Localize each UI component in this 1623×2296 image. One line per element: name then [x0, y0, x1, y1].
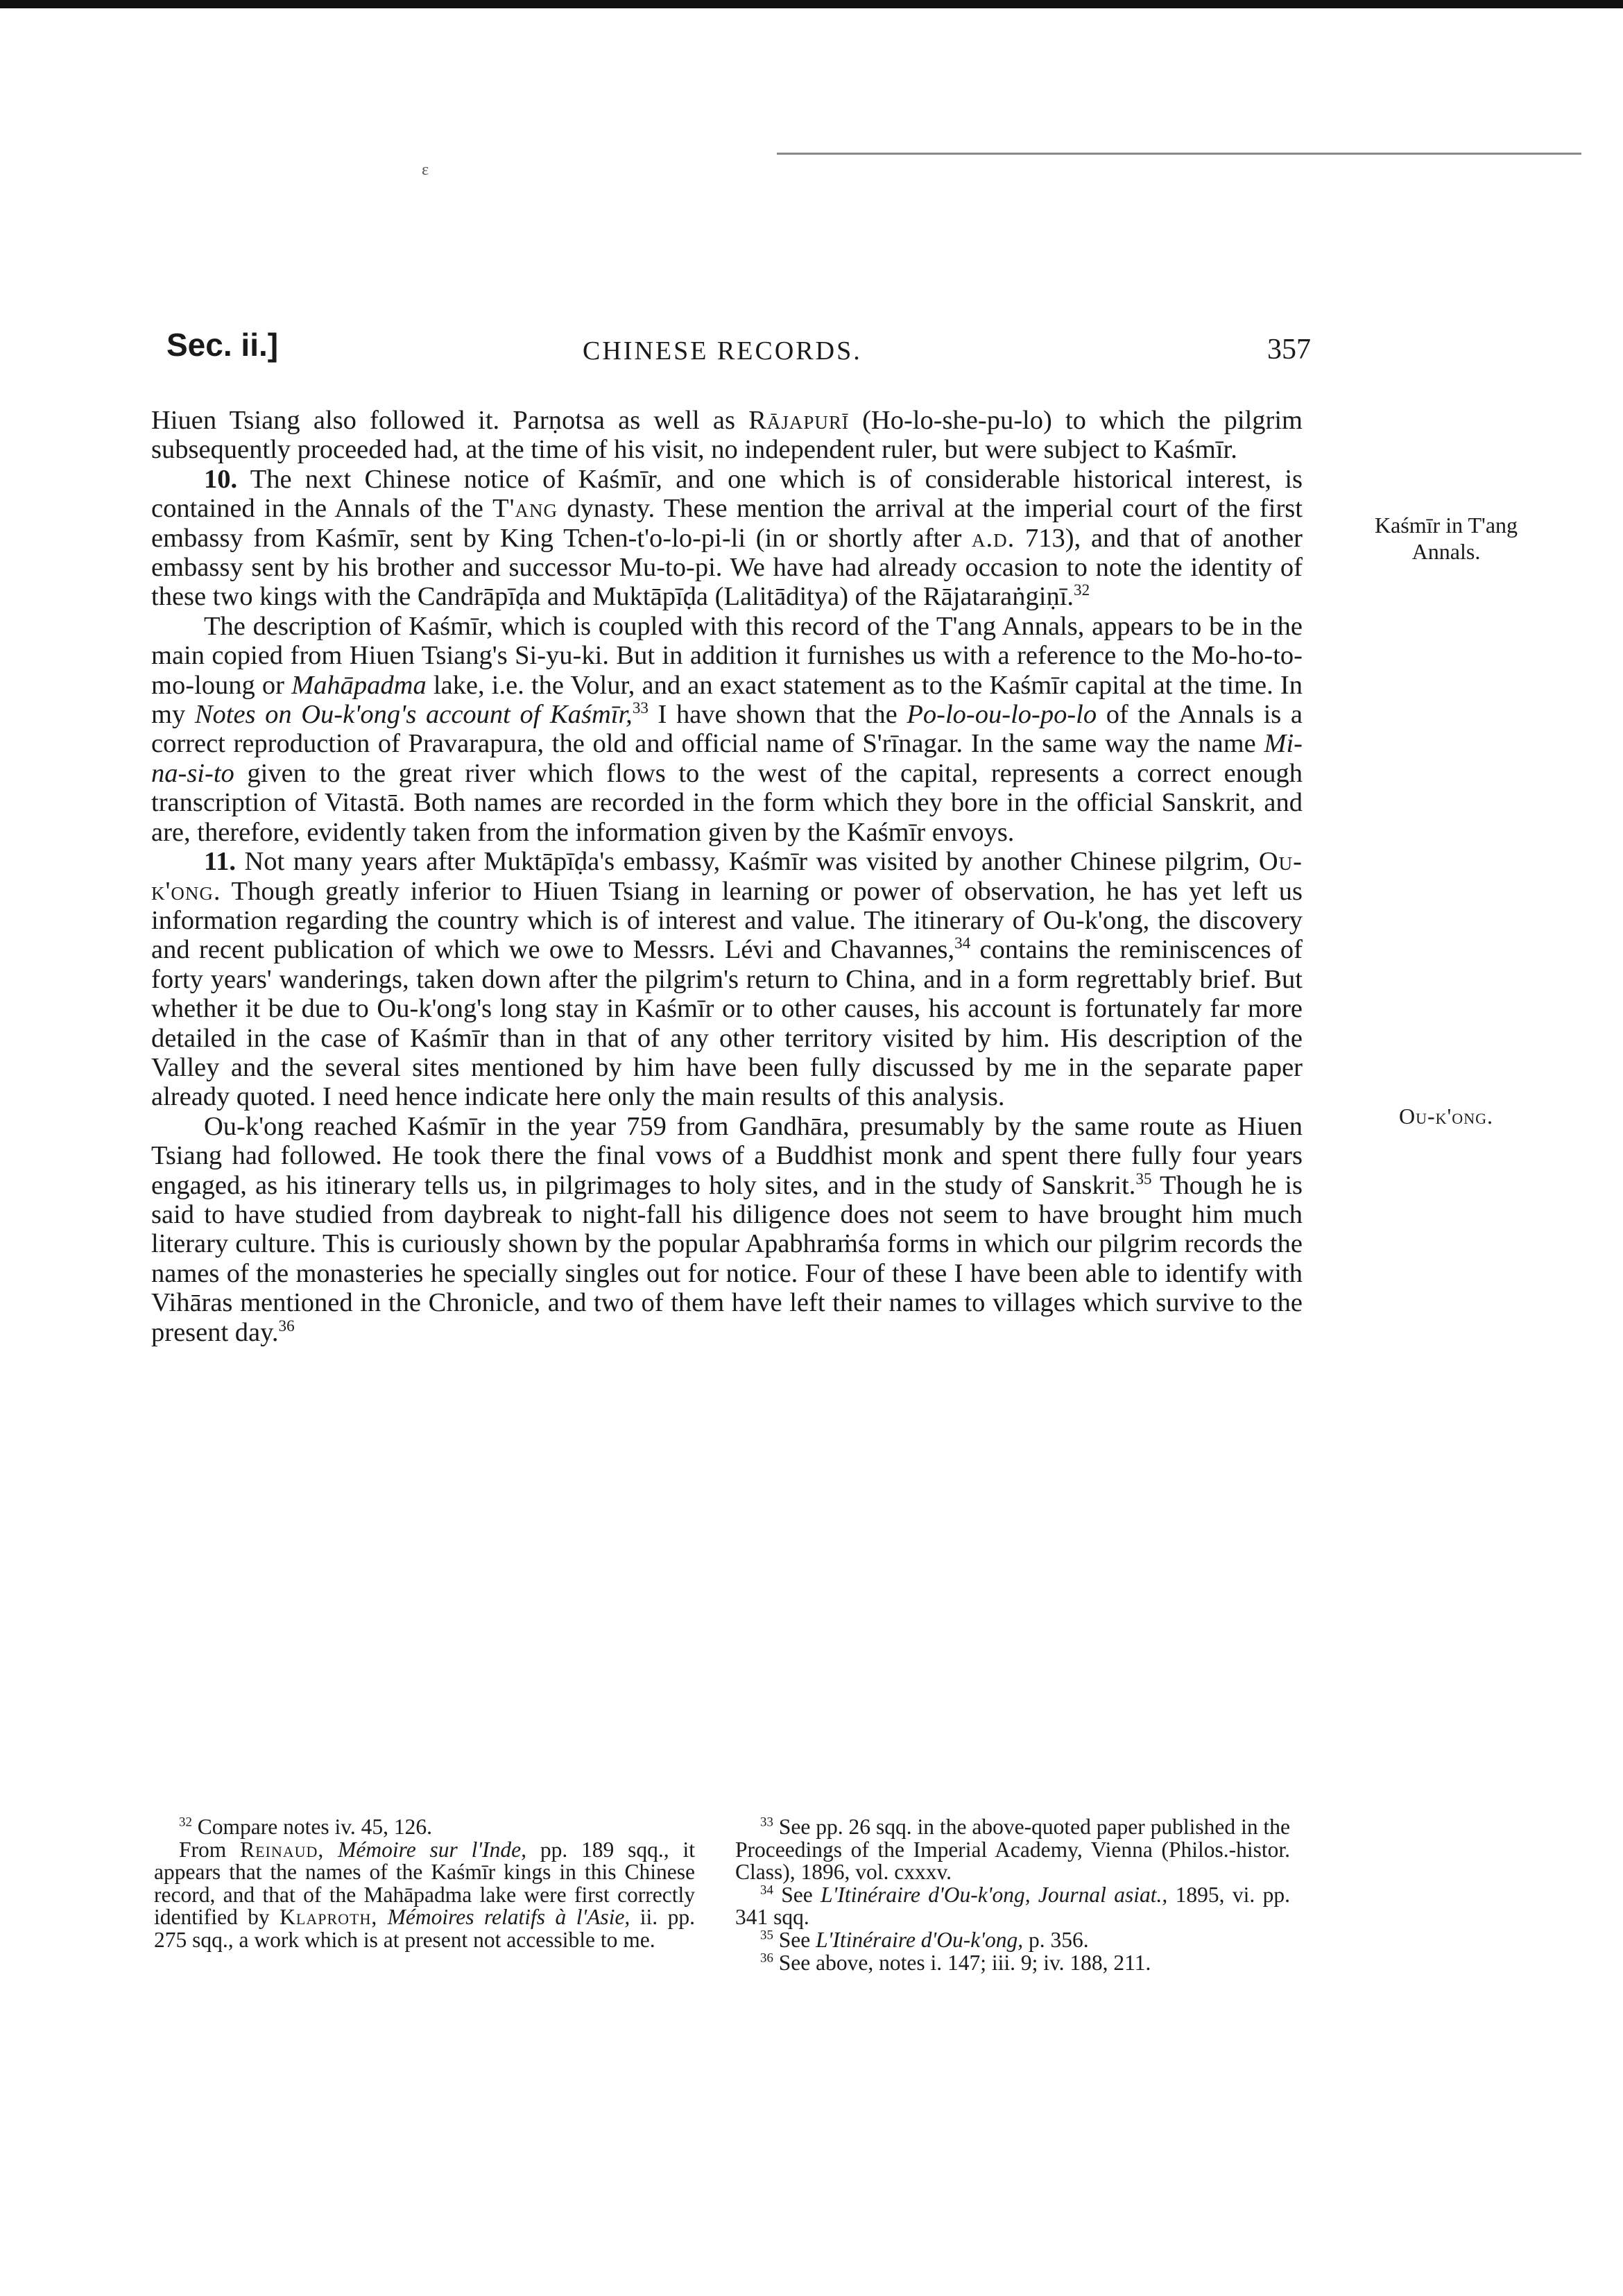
footnote-ref[interactable]: 34: [954, 934, 971, 952]
footnote-ref[interactable]: 33: [632, 699, 649, 717]
footnote-34: $^{34}$ See L'Itinéraire d'Ou-k'ong, Journal asiat., 1895, vi. pp. 341 sqq.: [735, 1882, 1290, 1930]
paragraph-5: Ou-k'ong reached Kaśmīr in the year 759 from Gandhāra, presumably by the same route as Hiuen Tsiang had followed. He took there the final vows of a Buddhist monk and spent there fully four years engaged, as his itinerary tells us, in pilgrimages to holy sites, and in the study of Sanskrit.$^{35}$ Though he is said to have studied from daybreak to night-fall his diligence does not seem to have brought him much literary culture. This is curiously shown by the popular Apabhraṁśa forms in which our pilgrim records the names of the monasteries he specially singles out for notice. Four of these I have been able to identify with Vihāras mentioned in the Chronicle, and two of them have left their names to villages which survive to the present day.$^{36}$: [151, 1111, 1303, 1347]
paragraph-4: 11. Not many years after Muktāpīḍa's embassy, Kaśmīr was visited by another Chinese pilgrim, Ou-k'ong. Though greatly inferior to Hiuen Tsiang in learning or power of observation, he has yet left us information regarding the country which is of interest and value. The itinerary of Ou-k'ong, the discovery and recent publication of which we owe to Messrs. Lévi and Chavannes,$^{34}$ contains the reminiscences of forty years' wanderings, taken down after the pilgrim's return to China, and in a form regrettably brief. But whether it be due to Ou-k'ong's long stay in Kaśmīr or to other causes, his account is fortunately far more detailed in the case of Kaśmīr than in that of any other territory visited by him. His description of the Valley and the several sites mentioned by him have been fully discussed by me in the separate paper already quoted. I need hence indicate here only the main results of this analysis.: [151, 847, 1303, 1112]
footnotes-left-column: [154, 1816, 695, 1952]
footnotes-right-column: [735, 1816, 1290, 1974]
body-text: [151, 406, 1303, 1347]
footnote-32: $^{32}$ Compare notes iv. 45, 126.: [179, 1815, 433, 1839]
stray-ink-mark: ɛ: [422, 161, 429, 179]
footnote-36: $^{36}$ See above, notes i. 147; iii. 9; iv. 188, 211.: [760, 1950, 1151, 1975]
page-header: [166, 326, 1311, 375]
section-number: 10.: [204, 464, 238, 494]
footnote-33: $^{33}$ See pp. 26 sqq. in the above-quoted paper published in the Proceedings of the Imperial Academy, Vienna (Philos.-histor. Class), 1896, vol. cxxxv.: [735, 1815, 1290, 1885]
footnote-32-continued: From Reinaud, Mémoire sur l'Inde, pp. 189 sqq., it appears that the names of the Kaśmīr kings in this Chinese record, and that of the Mahāpadma lake were first correctly identified by Klaproth, Mémoires relatifs à l'Asie, ii. pp. 275 sqq., a work which is at present not accessible to me.: [154, 1837, 695, 1952]
margin-note-ou-kong: Ou-k'ong.: [1399, 1104, 1493, 1129]
scan-hairline: [777, 153, 1581, 155]
section-number: 11.: [204, 847, 237, 877]
paragraph-1: Hiuen Tsiang also followed it. Parṇotsa as well as Rājapurī (Ho-lo-she-pu-lo) to which the pilgrim subsequently proceeded had, at the time of his visit, no independent ruler, but were subject to Kaśmīr.: [151, 406, 1303, 465]
section-label: Sec. ii.]: [166, 327, 279, 363]
page-number: 357: [1267, 334, 1311, 366]
footnote-ref[interactable]: 36: [278, 1316, 295, 1335]
top-border-rule: [0, 0, 1623, 8]
running-title: CHINESE RECORDS.: [583, 336, 862, 366]
footnote-ref[interactable]: 35: [1135, 1169, 1152, 1188]
paragraph-3: The description of Kaśmīr, which is coupled with this record of the T'ang Annals, appears to be in the main copied from Hiuen Tsiang's Si-yu-ki. But in addition it furnishes us with a reference to the Mo-ho-to-mo-loung or Mahāpadma lake, i.e. the Volur, and an exact statement as to the Kaśmīr capital at the time. In my Notes on Ou-k'ong's account of Kaśmīr,$^{33}$ I have shown that the Po-lo-ou-lo-po-lo of the Annals is a correct reproduction of Pravarapura, the old and official name of S'rīnagar. In the same way the name Mi-na-si-to given to the great river which flows to the west of the capital, represents a correct enough transcription of Vitastā. Both names are recorded in the form which they bore in the official Sanskrit, and are, therefore, evidently taken from the information given by the Kaśmīr envoys.: [151, 611, 1303, 847]
footnote-35: $^{35}$ See L'Itinéraire d'Ou-k'ong, p. 356.: [760, 1927, 1089, 1952]
margin-note-kasmir-tang: Kaśmīr in T'ang Annals.: [1374, 513, 1518, 564]
footnote-ref[interactable]: 32: [1074, 581, 1090, 599]
paragraph-2: 10. The next Chinese notice of Kaśmīr, and one which is of considerable historical interest, is contained in the Annals of the T'ang dynasty. These mention the arrival at the imperial court of the first embassy from Kaśmīr, sent by King Tchen-t'o-lo-pi-li (in or shortly after a.d. 713), and that of another embassy sent by his brother and successor Mu-to-pi. We have had already occasion to note the identity of these two kings with the Candrāpīḍa and Muktāpīḍa (Lalitāditya) of the Rājataraṅgiṇī.$^{32}$: [151, 464, 1303, 612]
